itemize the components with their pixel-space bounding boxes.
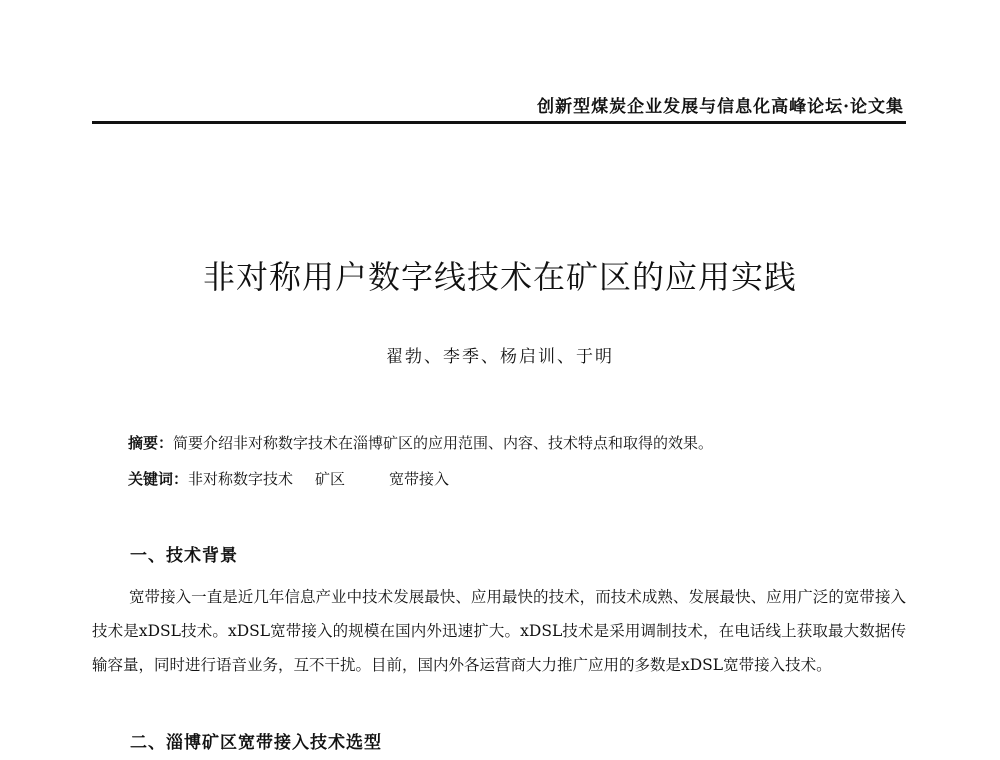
section-body-background: 宽带接入一直是近几年信息产业中技术发展最快、应用最快的技术，而技术成熟、发展最快、应用广泛的宽带接入技术是xDSL技术。xDSL宽带接入的规模在国内外迅速扩大。xDSL技术是采用调制技术，在电话线上获取最大数据传输容量，同时进行语音业务，互不干扰。目前，国内外各运营商大力推广应用的多数是xDSL宽带接入技术。 [92, 588, 906, 674]
abstract-label: 摘要： [128, 434, 174, 452]
keyword: 宽带接入 [389, 470, 450, 488]
keyword: 矿区 [315, 470, 346, 488]
keywords [128, 468, 449, 489]
abstract [128, 432, 713, 453]
section-heading-selection: 二、淄博矿区宽带接入技术选型 [130, 733, 382, 753]
paper-title: 非对称用户数字线技术在矿区的应用实践 [202, 258, 797, 296]
author-list: 翟勃、李季、杨启训、于明 [386, 347, 614, 367]
section-heading-background: 一、技术背景 [130, 546, 238, 566]
running-header: 创新型煤炭企业发展与信息化高峰论坛·论文集 [537, 97, 904, 117]
keywords-label: 关键词： [128, 470, 189, 488]
keyword: 非对称数字技术 [188, 470, 294, 488]
header-rule [92, 121, 906, 124]
abstract-text: 简要介绍非对称数字技术在淄博矿区的应用范围、内容、技术特点和取得的效果。 [173, 434, 714, 452]
